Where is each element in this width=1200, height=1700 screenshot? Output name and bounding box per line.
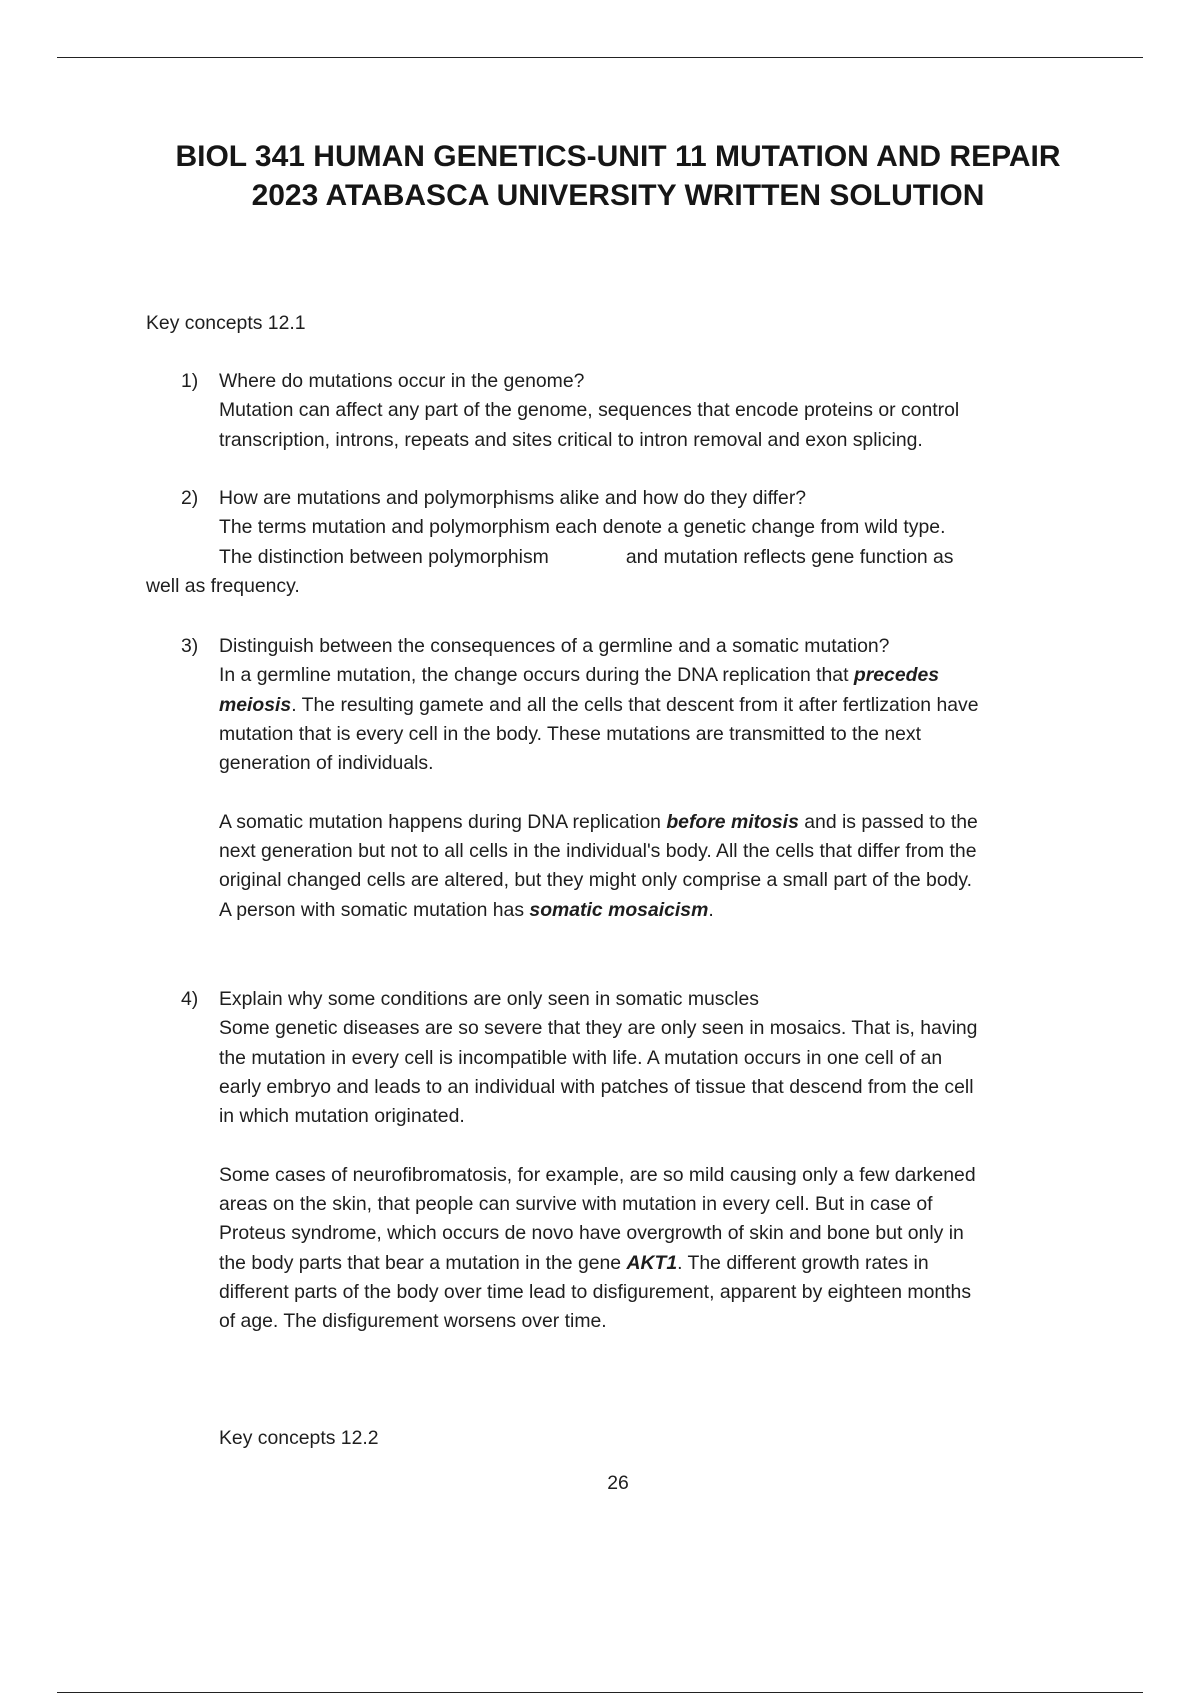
question-2-text: How are mutations and polymorphisms alike and how do they differ? [219,487,807,509]
answer-2-line-1: The terms mutation and polymorphism each denote a genetic change from wild type. [219,516,946,539]
question-4-number: 4) [181,988,199,1010]
answer-4-p2-line-4 [146,1249,1126,1278]
answer-1-line-1: Mutation can affect any part of the genome, sequences that encode proteins or control [219,399,960,422]
answer-4-p2-line-1: Some cases of neurofibromatosis, for example, are so mild causing only a few darkened [219,1163,976,1186]
answer-4-p2-line-4-text: the body parts that bear a mutation in the gene [219,1251,627,1274]
title-line-2: 2023 ATABASCA UNIVERSITY WRITTEN SOLUTION [251,179,985,212]
answer-4-p1-line-3: early embryo and leads to an individual with patches of tissue that descend from the cell [219,1075,974,1098]
answer-3-p2-line-4-tail: . [708,898,714,921]
answer-3-p1-line-2 [146,691,1126,720]
answer-3-p2-line-4-text: A person with somatic mutation has [219,898,530,921]
paragraph-gap [146,778,1126,807]
answer-3-p2-line-1-tail: and is passed to the [798,810,978,833]
page-number: 26 [607,1472,629,1494]
answer-1-line-2: transcription, introns, repeats and sites critical to intron removal and exon splicing. [219,428,923,451]
answer-4-p2-line-5: different parts of the body over time lead to disfigurement, apparent by eighteen months [219,1280,972,1303]
answer-4-p2-line-4-tail: . The different growth rates in [677,1251,929,1274]
answer-3-p2-line-3: original changed cells are altered, but they might only comprise a small part of the body. [219,869,973,892]
answer-3-p1-line-4: generation of individuals. [219,752,434,775]
bottom-rule [57,1692,1143,1693]
question-3-text: Distinguish between the consequences of a germline and a somatic mutation? [219,635,890,657]
page-title [0,137,1200,215]
term-somatic-mosaicism: somatic mosaicism [529,898,709,921]
answer-4-p1-line-2: the mutation in every cell is incompatible with life. A mutation occurs in one cell of an [219,1046,943,1069]
question-3 [146,632,1126,925]
answer-3-p2-line-1 [146,808,1126,837]
question-1-text: Where do mutations occur in the genome? [219,370,585,392]
title-line-1: BIOL 341 HUMAN GENETICS-UNIT 11 MUTATION AND REPAIR [175,140,1061,173]
answer-4-p2-line-3: Proteus syndrome, which occurs de novo have overgrowth of skin and bone but only in [219,1222,964,1245]
term-akt1: AKT1 [626,1251,678,1274]
question-1 [146,367,1126,455]
answer-3-p1-line-1 [146,661,1126,690]
question-2 [146,484,1126,601]
question-4 [146,985,1126,1337]
term-precedes: precedes [853,664,940,687]
key-concepts-12-1-heading: Key concepts 12.1 [146,312,306,334]
term-meiosis: meiosis [219,693,292,716]
answer-3-p2-line-4 [146,896,1126,925]
answer-3-p1-line-3: mutation that is every cell in the body. These mutations are transmitted to the next [219,722,922,745]
key-concepts-12-2-heading: Key concepts 12.2 [219,1427,379,1449]
answer-3-p2-line-2: next generation but not to all cells in the individual's body. All the cells that differ from the [219,840,977,863]
answer-2-line-2-part-a: The distinction between polymorphism [219,545,549,568]
answer-3-p1-line-1-text: In a germline mutation, the change occurs during the DNA replication that [219,664,854,687]
question-4-text: Explain why some conditions are only seen in somatic muscles [219,988,759,1010]
top-rule [57,57,1143,58]
answer-4-p2-line-6: of age. The disfigurement worsens over time. [219,1310,607,1333]
answer-2-line-3: well as frequency. [146,574,300,597]
answer-3-p1-line-2-text: . The resulting gamete and all the cells that descent from it after fertlization have [291,693,979,716]
answer-4-p2-line-2: areas on the skin, that people can survive with mutation in every cell. But in case of [219,1193,933,1216]
paragraph-gap [146,1131,1126,1160]
question-1-number: 1) [181,370,199,392]
question-2-number: 2) [181,487,199,509]
answer-4-p1-line-1: Some genetic diseases are so severe that they are only seen in mosaics. That is, having [219,1017,978,1040]
answer-3-p2-line-1-text: A somatic mutation happens during DNA replication [219,810,667,833]
answer-2-line-2 [146,543,1126,572]
question-3-number: 3) [181,635,199,657]
answer-2-line-2-part-b: and mutation reflects gene function as [625,545,954,568]
answer-4-p1-line-4: in which mutation originated. [219,1105,465,1128]
term-before-mitosis: before mitosis [666,810,799,833]
